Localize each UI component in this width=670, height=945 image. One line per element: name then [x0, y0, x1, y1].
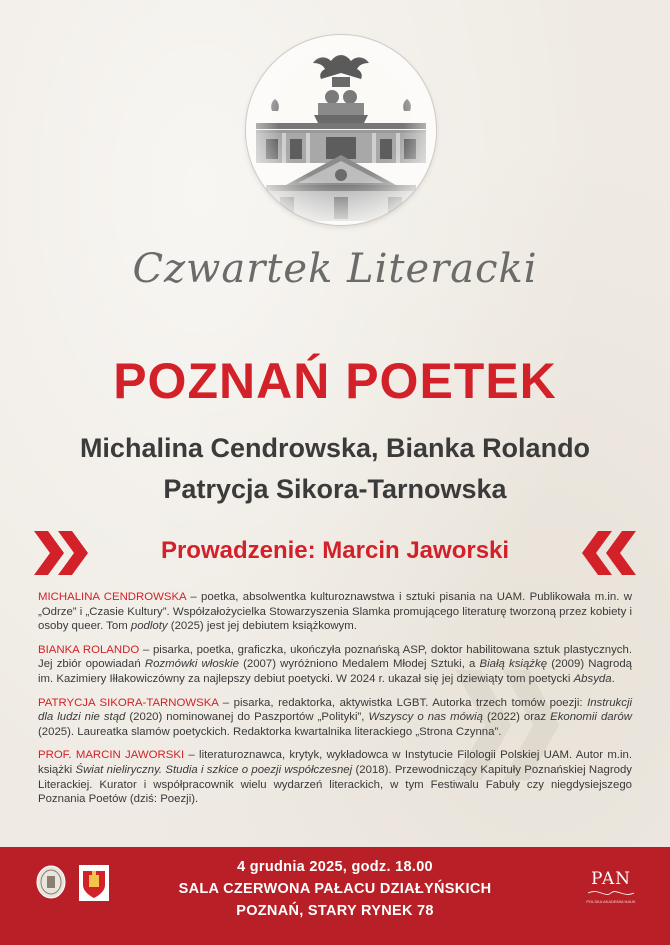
host-row	[0, 531, 670, 575]
bio-text: (2009) Nagrodą im. Kazimiery Iłłakowiczówny za najlepszy debiut poetycki. W 2024 r. ukazał się jej dziewiąty tom poetycki	[38, 658, 632, 685]
bio-book-title: Świat nieliryczny. Studia i szkice o poezji współczesnej	[75, 763, 353, 776]
poets-line-1: Michalina Cendrowska, Bianka Rolando	[79, 433, 591, 463]
poets-line-2: Patrycja Sikora-Tarnowska	[163, 474, 507, 504]
event-title: POZNAŃ POETEK	[113, 353, 557, 409]
pan-logo-swash-icon	[584, 889, 638, 897]
bio-text: (2025). Laureatka slamów poetyckich. Redaktorka kwartalnika literackiego „Strona Czynna”.	[38, 725, 502, 738]
bio-text: .	[611, 672, 615, 685]
bio-text: (2018). Przewodniczący Kapituły Poznańskiej Nagrody Literackiej. Kurator i współpracownik wielu wydarzeń literackich, w tym Festiwalu Fabuły czy niegdysiejszego Poznania Poetów (dziś: Poezji).	[38, 763, 632, 806]
bio-text: (2007) wyróżniono Medalem Młodej Sztuki, a	[238, 658, 480, 671]
double-chevron-left-icon	[580, 531, 636, 575]
event-address: POZNAŃ, STARY RYNEK 78	[236, 903, 434, 919]
palace-facade-eagle-icon	[246, 35, 436, 225]
bio-book-title: Wszyscy o nas mówią	[368, 711, 483, 724]
bio-name: PROF. MARCIN JAWORSKI	[38, 749, 185, 762]
bio-name: BIANKA ROLANDO	[38, 643, 140, 656]
bio-book-title: Rozmówki włoskie	[144, 658, 239, 671]
bio-name: PATRYCJA SIKORA-TARNOWSKA	[38, 696, 219, 709]
series-title: Czwartek Literacki	[132, 246, 538, 292]
bio-book-title: podloty	[130, 620, 168, 633]
pan-logo-subtitle: POLSKA AKADEMIA NAUK	[586, 899, 636, 904]
bio-text: – pisarka, redaktorka, aktywistka LGBT. Autorka trzech tomów poezji:	[218, 696, 588, 709]
bio-book-title: Ekonomii darów	[550, 711, 632, 724]
bio-cendrowska	[38, 590, 632, 634]
pan-logo-text: PAN	[590, 869, 632, 889]
bios-section	[38, 590, 632, 816]
bio-text: – literaturoznawca, krytyk, wykładowca w Instytucie Filologii Polskiej UAM. Autor m.in. książki	[38, 749, 632, 776]
palace-medallion	[246, 35, 436, 225]
bio-jaworski	[38, 748, 632, 806]
bio-book-title: Białą książkę	[479, 658, 548, 671]
bio-book-title: Absyda	[573, 672, 612, 685]
bio-text: (2020) nominowanej do Paszportów „Polityki”,	[125, 711, 369, 724]
bio-book-title: Instrukcji dla ludzi nie stąd	[38, 696, 633, 724]
event-venue: SALA CZERWONA PAŁACU DZIAŁYŃSKICH	[178, 881, 492, 897]
footer-band	[0, 847, 670, 945]
event-date-time: 4 grudnia 2025, godz. 18.00	[237, 859, 433, 875]
bio-sikora-tarnowska	[38, 696, 632, 740]
bio-text: (2022) oraz	[483, 711, 551, 724]
bio-rolando	[38, 643, 632, 687]
bio-text: (2025) jest jej debiutem książkowym.	[167, 620, 357, 633]
pan-logo	[584, 869, 638, 904]
bio-text: – poetka, absolwentka kulturoznawstwa i sztuki pisania na UAM. Publikowała m.in. w „Odrze” i „Czasie Kultury”. Współzałożycielka Stowarzyszenia Slamka promującego literaturę tworzoną przez kobiety i osoby queer. Tom	[38, 591, 632, 633]
bio-text: – pisarka, poetka, graficzka, ukończyła poznańską ASP, doktor habilitowana sztuk plastycznych. Jej zbiór opowiadań	[38, 643, 632, 671]
host-label: Prowadzenie: Marcin Jaworski	[160, 537, 510, 564]
bio-name: MICHALINA CENDROWSKA	[38, 591, 187, 603]
